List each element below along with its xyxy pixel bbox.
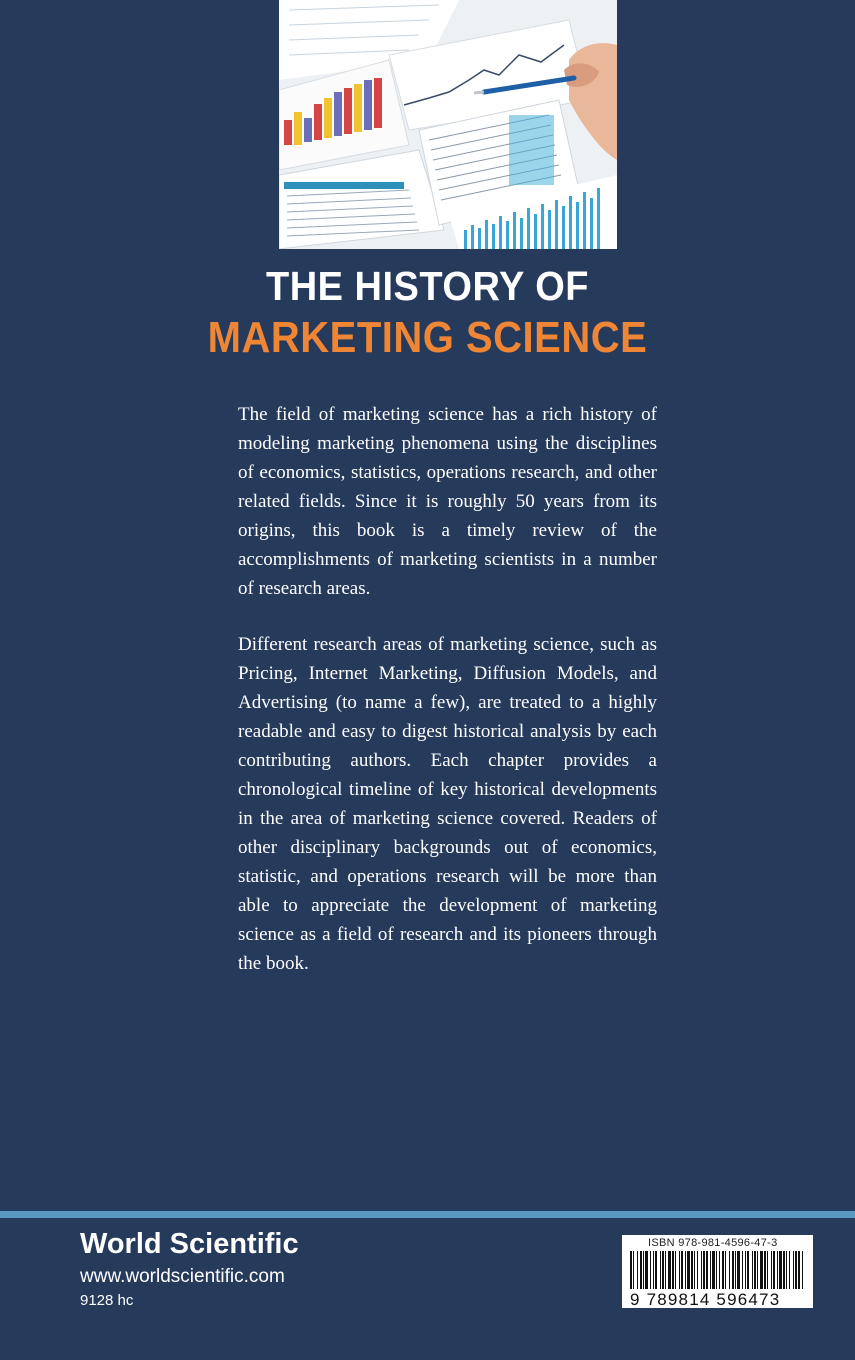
barcode-bar <box>645 1251 648 1289</box>
barcode-bar <box>668 1251 671 1289</box>
barcode-bar <box>637 1251 638 1289</box>
barcode-bar <box>760 1251 763 1289</box>
publisher-name: World Scientific <box>80 1228 299 1260</box>
barcode-bar <box>798 1251 800 1289</box>
publisher-website[interactable]: www.worldscientific.com <box>80 1266 285 1287</box>
barcode-bar <box>679 1251 680 1289</box>
barcode-bar <box>685 1251 686 1289</box>
barcode-bar <box>771 1251 772 1289</box>
barcode-bar <box>795 1251 797 1289</box>
barcode-bar <box>725 1251 726 1289</box>
blurb-paragraph-1: The field of marketing science has a rich history of modeling marketing phenomena using the disciplines of economics, statistics, operations research, and other related fields. Since it is roughly 50 years from its origins, this book is a timely review of the accomplishments of marketing scientists in a number of research areas. <box>238 404 657 599</box>
book-title-line1: THE HISTORY OF <box>265 264 589 310</box>
barcode-bar <box>735 1251 736 1289</box>
blurb-paragraph-2: Different research areas of marketing science, such as Pricing, Internet Marketing, Diffusion Models, and Advertising (to name a few), are treated to a highly readable and easy to digest historical analysis by each contributing authors. Each chapter provides a chronological timeline of key historical developments in the area of marketing science covered. Readers of other disciplinary backgrounds out of economics, statistic, and operations research will be more than able to appreciate the development of marketing science as a field of research and its pioneers through the book. <box>238 634 657 974</box>
book-title-line2: MARKETING SCIENCE <box>207 314 648 362</box>
barcode-bar <box>754 1251 756 1289</box>
barcode-bar <box>742 1251 743 1289</box>
product-code: 9128 hc <box>80 1292 134 1309</box>
barcode-bar <box>773 1251 775 1289</box>
barcode-bar <box>697 1251 698 1289</box>
barcode-bar <box>687 1251 690 1289</box>
barcode-bar <box>701 1251 702 1289</box>
barcode-bar <box>777 1251 778 1289</box>
barcode-bar <box>712 1251 715 1289</box>
barcode-icon <box>628 1251 808 1291</box>
barcode-bar <box>691 1251 693 1289</box>
cover-photo <box>279 0 617 249</box>
barcode-bar <box>665 1251 666 1289</box>
barcode-bar <box>681 1251 683 1289</box>
barcode-bar <box>757 1251 758 1289</box>
barcode-bar <box>729 1251 730 1289</box>
barcode-bar <box>675 1251 676 1289</box>
barcode-bar <box>793 1251 794 1289</box>
barcode-bar <box>630 1251 632 1289</box>
barcode-bar <box>767 1251 768 1289</box>
barcode-bar <box>732 1251 734 1289</box>
barcode-bar <box>710 1251 711 1289</box>
barcode-bar <box>633 1251 634 1289</box>
footer-divider-stripe <box>0 1211 855 1218</box>
barcode-digits: 9 789814 596473 <box>630 1290 781 1309</box>
barcode-bar <box>672 1251 674 1289</box>
barcode-bar <box>802 1251 803 1289</box>
barcode-bar <box>650 1251 651 1289</box>
barcode-bar <box>747 1251 749 1289</box>
barcode-bar <box>783 1251 785 1289</box>
barcode-bar <box>719 1251 720 1289</box>
barcode-bar <box>786 1251 787 1289</box>
barcode-bar <box>779 1251 782 1289</box>
barcode-bar <box>737 1251 740 1289</box>
barcode-bar <box>703 1251 705 1289</box>
barcode-bar <box>752 1251 753 1289</box>
barcode-bar <box>706 1251 708 1289</box>
barcode-bar <box>660 1251 661 1289</box>
barcode-bar <box>694 1251 695 1289</box>
barcode-bar <box>716 1251 717 1289</box>
barcode-bar <box>643 1251 644 1289</box>
isbn-label: ISBN 978-981-4596-47-3 <box>648 1237 778 1249</box>
barcode-bar <box>764 1251 766 1289</box>
barcode-bar <box>655 1251 657 1289</box>
barcode-bar <box>653 1251 654 1289</box>
cover-photo-illustration <box>279 0 617 249</box>
barcode-bar <box>722 1251 724 1289</box>
barcode-bar <box>745 1251 746 1289</box>
barcode-bar <box>789 1251 790 1289</box>
barcode-bar <box>662 1251 664 1289</box>
barcode-bar <box>640 1251 642 1289</box>
